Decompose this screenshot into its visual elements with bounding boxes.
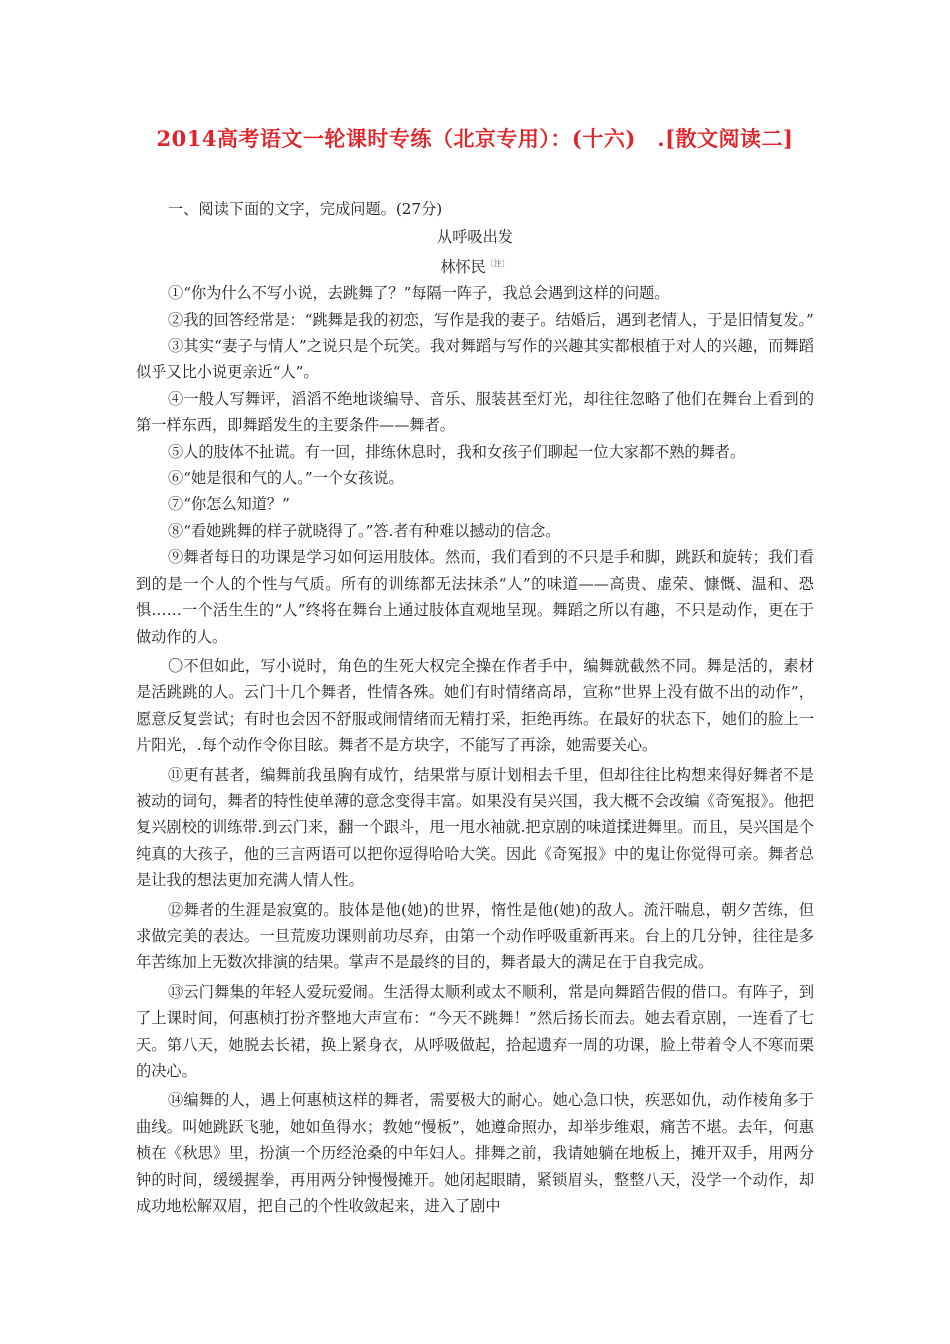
essay-author — [136, 251, 814, 280]
paragraph: ④一般人写舞评，滔滔不绝地谈编导、音乐、服装甚至灯光，却往往忽略了他们在舞台上看到的第一样东西，即舞蹈发生的主要条件——舞者。 — [136, 389, 814, 435]
paragraph: ⑥“她是很和气的人。”一个女孩说。 — [168, 469, 404, 488]
paragraph: ⑦“你怎么知道？” — [168, 495, 290, 514]
paragraph: ⑨舞者每日的功课是学习如何运用肢体。然而，我们看到的不只是手和脚，跳跃和旋转；我们看到的是一个人的个性与气质。所有的训练都无法抹杀“人”的味道——高贵、虚荣、慷慨、温和、恐惧……一个活生生的“人”终将在舞台上通过肢体直观地呈现。舞蹈之所以有趣，不只是动作，更在于做动作的人。 — [136, 548, 814, 646]
paragraph: ⑭编舞的人，遇上何惠桢这样的舞者，需要极大的耐心。她心急口快，疾恶如仇，动作棱角多于曲线。叫她跳跃飞驰，她如鱼得水；教她“慢板”，她遵命照办，却举步维艰，痛苦不堪。去年，何惠桢在《秋思》里，扮演一个历经沧桑的中年妇人。排舞之前，我请她躺在地板上，摊开双手，用两分钟的时间，缓缓握拳，再用两分钟慢慢摊开。她闭起眼睛，紧锁眉头，整整八天，没学一个动作，却成功地松解双眉，把自己的个性收敛起来，进入了剧中 — [136, 1091, 814, 1216]
paragraph: ⑧“看她跳舞的样子就晓得了。”答.者有种难以撼动的信念。 — [168, 521, 561, 540]
paragraph: ②我的回答经常是：“跳舞是我的初恋，写作是我的妻子。结婚后，遇到老情人，于是旧情复发。” — [168, 310, 814, 329]
paragraph: ⑤人的肢体不扯谎。有一回，排练休息时，我和女孩子们聊起一位大家都不熟的舞者。 — [168, 442, 746, 461]
paragraph: ⑪更有甚者，编舞前我虽胸有成竹，结果常与原计划相去千里，但却往往比构想来得好舞者不是被动的词句，舞者的特性使单薄的意念变得丰富。如果没有吴兴国，我大概不会改编《奇冤报》。他把复兴剧校的训练带.到云门来，翻一个跟斗，甩一甩水袖就.把京剧的味道揉进舞里。而且，吴兴国是个纯真的大孩子，他的三言两语可以把你逗得哈哈大笑。因此《奇冤报》中的鬼让你觉得可亲。舞者总是让我的想法更加充满人情人性。 — [136, 765, 814, 890]
paragraph: ①“你为什么不写小说，去跳舞了？”每隔一阵子，我总会遇到这样的问题。 — [168, 284, 670, 303]
paragraph: ⑬云门舞集的年轻人爱玩爱闹。生活得太顺利或太不顺利，常是向舞蹈告假的借口。有阵子，到了上课时间，何惠桢打扮齐整地大声宣布：“今天不跳舞！”然后扬长而去。她去看京剧，一连看了七天。第八天，她脱去长裙，换上紧身衣，从呼吸做起，拾起遗弃一周的功课，脸上带着令人不寒而栗的决心。 — [136, 982, 814, 1080]
essay-title: 从呼吸出发 — [437, 228, 513, 247]
paragraph: ③其实“妻子与情人”之说只是个玩笑。我对舞蹈与写作的兴趣其实都根植于对人的兴趣，而舞蹈似乎又比小说更亲近“人”。 — [136, 337, 814, 382]
document-title: 2014高考语文一轮课时专练（北京专用）：(十六) .[散文阅读二] — [156, 126, 794, 151]
author-name: 林怀民 — [440, 257, 486, 276]
section-heading: 一、阅读下面的文字，完成问题。(27分) — [168, 200, 443, 218]
paragraph: ⑫舞者的生涯是寂寞的。肢体是他(她)的世界，惰性是他(她)的敌人。流汗喘息，朝夕苦练，但求做完美的表达。一旦荒废功课则前功尽弃，由第一个动作呼吸重新再来。台上的几分钟，往往是多年苦练加上无数次排演的结果。掌声不是最终的目的，舞者最大的满足在于自我完成。 — [136, 900, 814, 972]
document-body — [136, 196, 814, 1219]
author-note: 〔注〕 — [485, 258, 510, 268]
paragraph: 〇不但如此，写小说时，角色的生死大权完全操在作者手中，编舞就截然不同。舞是活的，素材是活跳跳的人。云门十几个舞者，性情各殊。她们有时情绪高昂，宣称“世界上没有做不出的动作”，愿意反复尝试；有时也会因不舒服或闹情绪而无精打采，拒绝再练。在最好的状态下，她们的脸上一片阳光，.每个动作令你目眩。舞者不是方块字，不能写了再涂，她需要关心。 — [136, 656, 814, 755]
